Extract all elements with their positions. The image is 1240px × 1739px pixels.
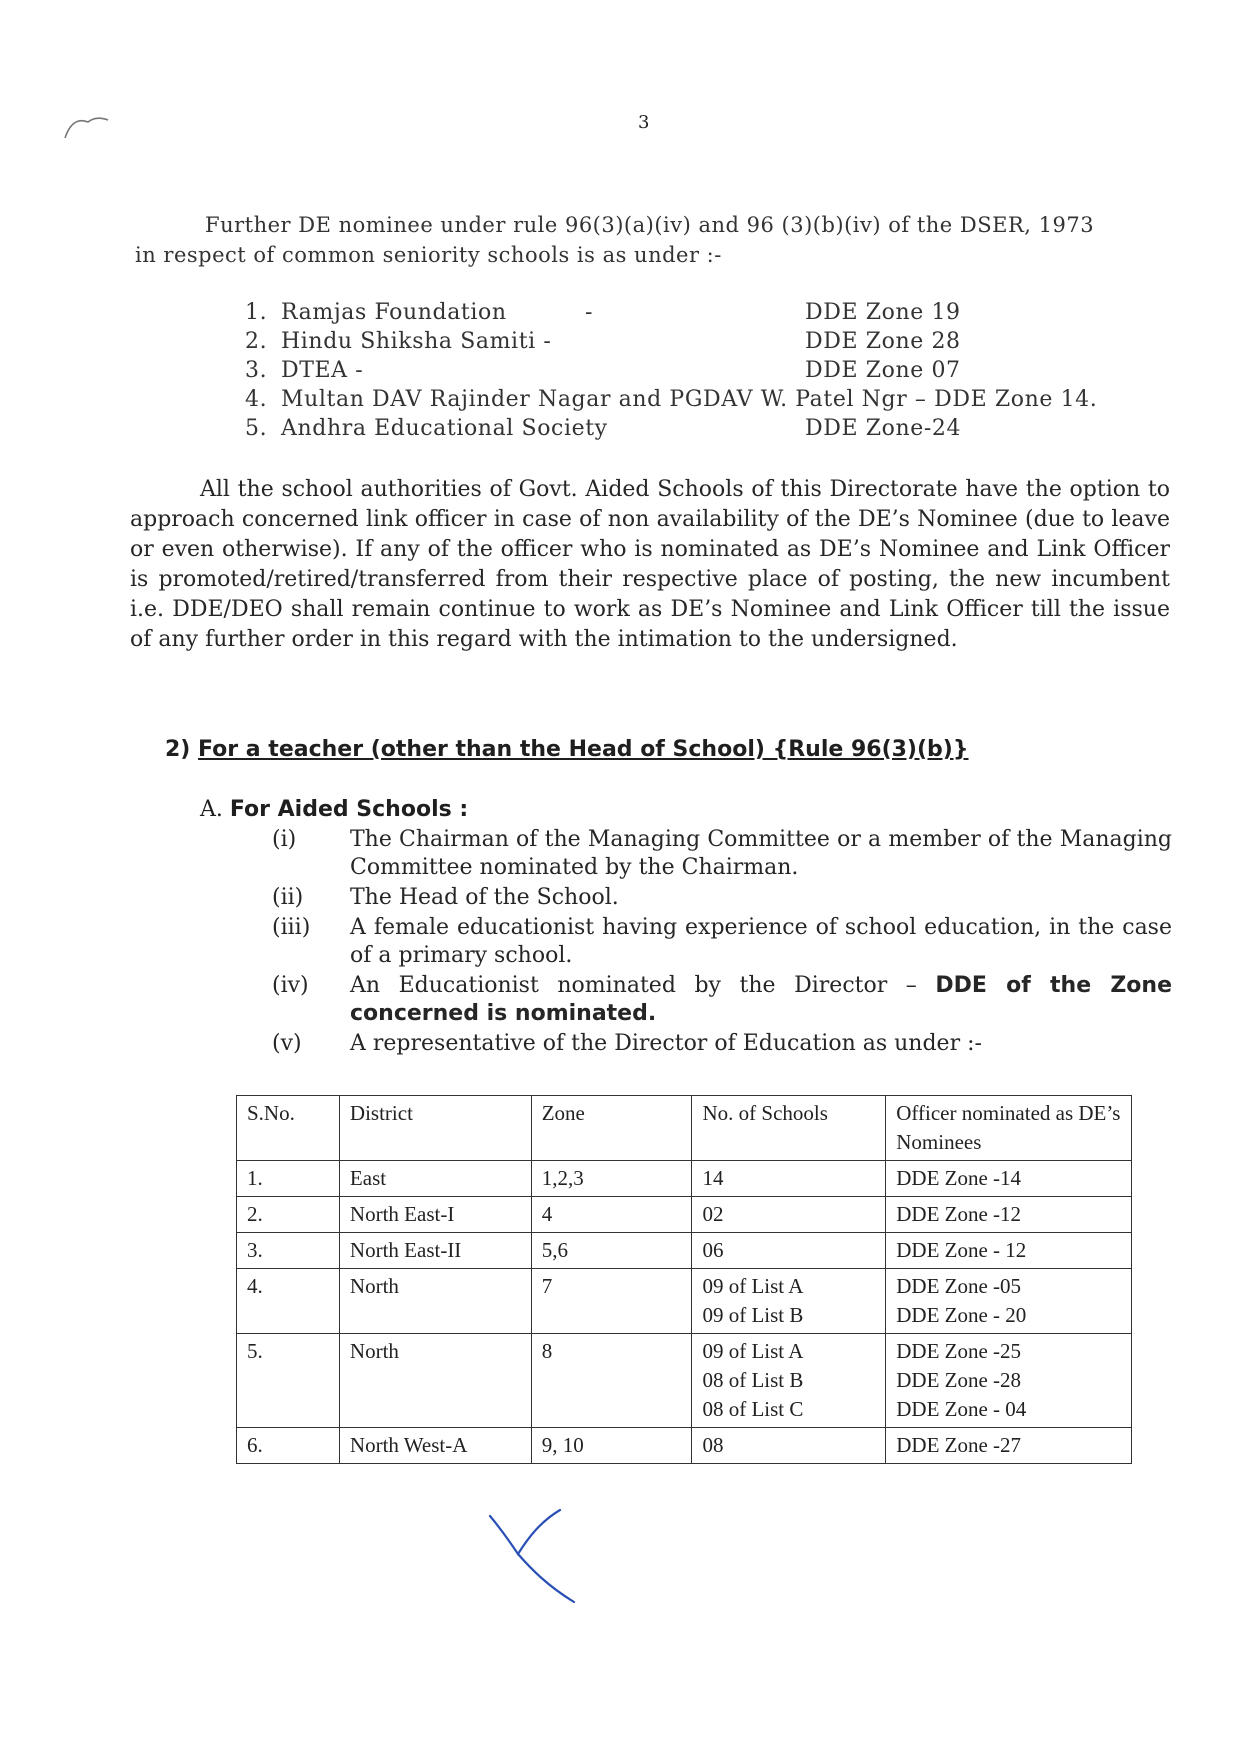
schools-line: 09 of List A <box>702 1339 804 1363</box>
list-zone: DDE Zone 07 <box>805 358 961 383</box>
cell-district: East <box>339 1161 531 1197</box>
subsection-a-heading <box>200 797 468 822</box>
column-header: Officer nominated as DE’s Nominees <box>886 1096 1132 1161</box>
column-header: No. of Schools <box>692 1096 886 1161</box>
cell-schools <box>692 1269 886 1334</box>
intro-line-1: Further DE nominee under rule 96(3)(a)(iv) and 96 (3)(b)(iv) of the DSER, 1973 <box>205 213 1095 237</box>
schools-line: 14 <box>702 1166 724 1190</box>
schools-line: 08 of List B <box>702 1368 804 1392</box>
list-name: Multan DAV Rajinder Nagar and PGDAV W. Patel Ngr – DDE Zone 14. <box>281 387 1098 412</box>
officer-line: DDE Zone - 04 <box>896 1397 1027 1421</box>
item-roman: (iii) <box>272 915 311 940</box>
table-header-row <box>237 1096 1132 1161</box>
list-number: 4. <box>245 387 268 412</box>
list-number: 3. <box>245 358 268 383</box>
list-number: 5. <box>245 416 268 441</box>
cell-sno: 3. <box>237 1233 340 1269</box>
officer-line: DDE Zone -25 <box>896 1339 1022 1363</box>
cell-schools <box>692 1161 886 1197</box>
item-bold-text: DDE of the Zone concerned is nominated. <box>350 973 1173 1026</box>
item-text: A representative of the Director of Education as under :- <box>350 1031 982 1056</box>
cell-officers <box>886 1334 1132 1428</box>
officer-line: DDE Zone -05 <box>896 1274 1022 1298</box>
cell-district: North West-A <box>339 1428 531 1464</box>
cell-sno: 2. <box>237 1197 340 1233</box>
item-roman: (iv) <box>272 973 309 998</box>
item-text: The Chairman of the Managing Committee or a member of the Managing Committee nominated by the Chairman. <box>350 827 1172 880</box>
item-text-wrap <box>350 972 1172 1028</box>
column-header: District <box>339 1096 531 1161</box>
section-title: For a teacher (other than the Head of School) {Rule 96(3)(b)} <box>198 737 969 762</box>
list-number: 2. <box>245 329 268 354</box>
list-item <box>245 385 1145 414</box>
item-roman: (v) <box>272 1031 302 1056</box>
list-item <box>245 356 1145 385</box>
cell-zone: 7 <box>531 1269 692 1334</box>
list-zone: DDE Zone 28 <box>805 329 961 354</box>
cell-district: North <box>339 1334 531 1428</box>
intro-line-2: in respect of common seniority schools is as under :- <box>135 243 722 267</box>
item-roman: (ii) <box>272 885 304 910</box>
list-name: Andhra Educational Society <box>281 416 608 441</box>
cell-sno: 6. <box>237 1428 340 1464</box>
cell-zone: 8 <box>531 1334 692 1428</box>
signature-mark <box>488 1508 578 1604</box>
cell-schools <box>692 1428 886 1464</box>
nominee-list <box>245 298 1145 443</box>
cell-sno: 1. <box>237 1161 340 1197</box>
subsection-title: For Aided Schools : <box>229 797 469 822</box>
cell-officers <box>886 1197 1132 1233</box>
officer-line: DDE Zone -12 <box>896 1202 1022 1226</box>
table-row <box>237 1269 1132 1334</box>
cell-district: North <box>339 1269 531 1334</box>
table-row <box>237 1197 1132 1233</box>
item-text: The Head of the School. <box>350 885 619 910</box>
section-2-heading <box>165 737 969 762</box>
cell-schools <box>692 1197 886 1233</box>
table-row <box>237 1161 1132 1197</box>
item-roman: (i) <box>272 827 297 852</box>
list-name: Ramjas Foundation <box>281 300 507 325</box>
table-row <box>237 1334 1132 1428</box>
cell-zone: 9, 10 <box>531 1428 692 1464</box>
table-row <box>237 1233 1132 1269</box>
schools-line: 09 of List A <box>702 1274 804 1298</box>
list-item <box>272 972 1172 1028</box>
subsection-letter: A. <box>200 797 223 822</box>
cell-sno: 5. <box>237 1334 340 1428</box>
intro-paragraph <box>135 210 1165 270</box>
officer-line: DDE Zone -28 <box>896 1368 1022 1392</box>
schools-line: 06 <box>702 1238 724 1262</box>
cell-schools <box>692 1334 886 1428</box>
list-item <box>272 884 1172 912</box>
nominees-table <box>236 1095 1132 1464</box>
list-number: 1. <box>245 300 268 325</box>
list-item <box>272 1030 1172 1058</box>
column-header: Zone <box>531 1096 692 1161</box>
cell-officers <box>886 1428 1132 1464</box>
list-separator: - <box>585 300 594 325</box>
section-number: 2) <box>165 737 191 762</box>
list-item <box>272 914 1172 970</box>
cell-zone: 1,2,3 <box>531 1161 692 1197</box>
officer-line: DDE Zone -14 <box>896 1166 1022 1190</box>
cell-officers <box>886 1161 1132 1197</box>
schools-line: 09 of List B <box>702 1303 804 1327</box>
list-zone: DDE Zone 19 <box>805 300 961 325</box>
cell-zone: 5,6 <box>531 1233 692 1269</box>
officer-line: DDE Zone - 20 <box>896 1303 1027 1327</box>
list-item <box>272 826 1172 882</box>
list-item <box>245 327 1145 356</box>
officer-line: DDE Zone - 12 <box>896 1238 1027 1262</box>
list-name: DTEA - <box>281 358 364 383</box>
authorities-paragraph <box>130 475 1170 655</box>
cell-district: North East-I <box>339 1197 531 1233</box>
column-header: S.No. <box>237 1096 340 1161</box>
cell-schools <box>692 1233 886 1269</box>
cell-officers <box>886 1233 1132 1269</box>
list-item <box>245 414 1145 443</box>
pen-mark <box>60 108 120 148</box>
authorities-text: All the school authorities of Govt. Aided Schools of this Directorate have the option to approach concerned link officer in case of non availability of the DE’s Nominee (due to leave or even otherwise). If any of the officer who is nominated as DE’s Nominee and Link Officer is promoted/retired/transferred from their respective place of posting, the new incumbent i.e. DDE/DEO shall remain continue to work as DE’s Nominee and Link Officer till the issue of any further order in this regard with the intimation to the undersigned. <box>130 477 1170 652</box>
cell-sno: 4. <box>237 1269 340 1334</box>
cell-zone: 4 <box>531 1197 692 1233</box>
list-item <box>245 298 1145 327</box>
officer-line: DDE Zone -27 <box>896 1433 1022 1457</box>
schools-line: 08 of List C <box>702 1397 804 1421</box>
list-name: Hindu Shiksha Samiti - <box>281 329 552 354</box>
committee-items <box>272 826 1172 1060</box>
cell-officers <box>886 1269 1132 1334</box>
list-zone: DDE Zone-24 <box>805 416 962 441</box>
item-text: A female educationist having experience of school education, in the case of a primary school. <box>350 915 1172 968</box>
table-row <box>237 1428 1132 1464</box>
item-text: An Educationist nominated by the Director – <box>350 973 936 998</box>
page-number: 3 <box>638 112 650 133</box>
schools-line: 08 <box>702 1433 724 1457</box>
schools-line: 02 <box>702 1202 724 1226</box>
cell-district: North East-II <box>339 1233 531 1269</box>
